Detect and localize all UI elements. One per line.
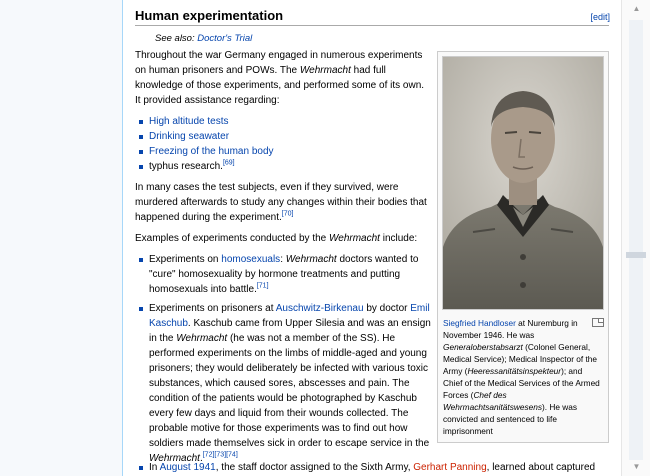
- item-text: , the staff doctor assigned to the Sixth Army,: [215, 462, 414, 473]
- list-item: [149, 129, 431, 144]
- assistance-list: [135, 114, 431, 174]
- image-thumbnail: [437, 51, 609, 443]
- item-text: Experiments on: [149, 254, 222, 265]
- list-item: [149, 159, 431, 174]
- caption-emphasis: Generaloberstabsarzt: [443, 342, 523, 352]
- citation-link[interactable]: [69]: [222, 159, 235, 167]
- intro-text: Throughout the war Germany engaged in numerous experiments on human prisoners and POWs. The: [135, 50, 423, 76]
- item-text: (he was not a member of the SS). He performed experiments on the limbs of middle-aged and young prisoners; they would deliberately be infected with various toxic substances, which caused sores, abscesses and pain. The condition of the patients would be photographed by Kaschub every few days and liquid from their wounds collected. The probable motive for those experiments was to find out how soldiers made themselves sick in order to escape service in the: [149, 333, 430, 449]
- experiments-list: [135, 252, 431, 466]
- edit-section-link[interactable]: [edit]: [590, 12, 610, 22]
- august-1941-link[interactable]: August 1941: [159, 462, 216, 473]
- item-text: doctors wanted to "cure" homosexuality by hormone treatments and putting homosexuals into battle.: [149, 254, 419, 295]
- item-emphasis: Wehrmacht: [176, 333, 228, 344]
- intro-emphasis: Wehrmacht: [299, 65, 351, 76]
- caption-emphasis: Heeressanitätsinspekteur: [467, 366, 562, 376]
- paragraph-text: Examples of experiments conducted by the: [135, 233, 329, 244]
- item-emphasis: Wehrmacht: [285, 254, 337, 265]
- auschwitz-link[interactable]: Auschwitz-Birkenau: [275, 303, 364, 314]
- list-item: [149, 144, 431, 159]
- citation-link[interactable]: [72][73][74]: [202, 451, 238, 459]
- item-text: In: [149, 462, 160, 473]
- paragraph-emphasis: Wehrmacht: [329, 233, 380, 244]
- paragraph-text-end: include:: [379, 233, 418, 244]
- article-content: [122, 0, 622, 476]
- item-emphasis: Wehrmacht: [149, 453, 200, 464]
- high-altitude-link[interactable]: High altitude tests: [149, 116, 229, 127]
- examples-paragraph: [135, 231, 431, 246]
- scrollbar-track[interactable]: [629, 20, 643, 460]
- item-text: .: [199, 453, 203, 464]
- murder-paragraph: [135, 180, 431, 225]
- item-text: . Kaschub came from Upper Silesia and was an ensign in the: [149, 318, 431, 344]
- list-item: [149, 301, 431, 466]
- freezing-link[interactable]: Freezing of the human body: [149, 146, 274, 157]
- scrollbar-thumb[interactable]: [626, 252, 646, 258]
- portrait-photo[interactable]: [442, 56, 604, 310]
- homosexuals-link[interactable]: homosexuals: [221, 254, 281, 265]
- caption-text: ). He was convicted and sentenced to life imprisonment: [443, 402, 578, 436]
- see-also-note: [155, 33, 252, 44]
- item-text: by doctor: [363, 303, 411, 314]
- see-also-prefix: See also:: [155, 33, 195, 44]
- item-text: Experiments on prisoners at: [149, 303, 276, 314]
- list-item: [149, 460, 619, 475]
- drinking-seawater-link[interactable]: Drinking seawater: [149, 131, 230, 142]
- typhus-text: typhus research.: [149, 161, 223, 172]
- scroll-down-icon[interactable]: ▼: [632, 462, 641, 471]
- item-text: , learned about captured: [486, 462, 596, 473]
- caption-text: ); and Chief of the Medical Services of the Armed Forces (: [443, 366, 600, 400]
- left-navigation-panel: [0, 0, 122, 476]
- paragraph-text: In many cases the test subjects, even if they survived, were murdered afterwards to study any changes within their bodies that happened during the experiment.: [135, 182, 427, 223]
- siegfried-handloser-link[interactable]: Siegfried Handloser: [443, 318, 516, 328]
- intro-text-end: had full knowledge of those experiments, and performed some of its own. It provided assistance regarding:: [135, 65, 425, 106]
- list-item: [149, 252, 431, 297]
- doctors-trial-link[interactable]: Doctor's Trial: [197, 33, 253, 44]
- vertical-scrollbar[interactable]: [621, 0, 650, 476]
- scroll-up-icon[interactable]: ▲: [632, 4, 641, 13]
- caption-emphasis: Chef des Wehrmachtsanitätswesens: [443, 390, 542, 412]
- section-title: Human experimentation: [135, 8, 284, 23]
- list-item: [149, 114, 431, 129]
- gerhart-panning-link[interactable]: Gerhart Panning: [413, 462, 487, 473]
- section-heading: [135, 8, 609, 26]
- portrait-illustration: [443, 57, 603, 309]
- citation-link[interactable]: [70]: [281, 210, 294, 218]
- intro-paragraph: [135, 48, 431, 108]
- section-body: [135, 48, 431, 472]
- caption-text: at Nuremburg in November 1946. He was: [443, 318, 578, 340]
- item-text: :: [280, 254, 286, 265]
- image-caption: [443, 317, 603, 437]
- caption-text: (Colonel General, Medical Service); Medical Inspector of the Army (: [443, 342, 598, 376]
- emil-kaschub-link[interactable]: Emil Kaschub: [149, 303, 430, 329]
- citation-link[interactable]: [71]: [256, 282, 269, 290]
